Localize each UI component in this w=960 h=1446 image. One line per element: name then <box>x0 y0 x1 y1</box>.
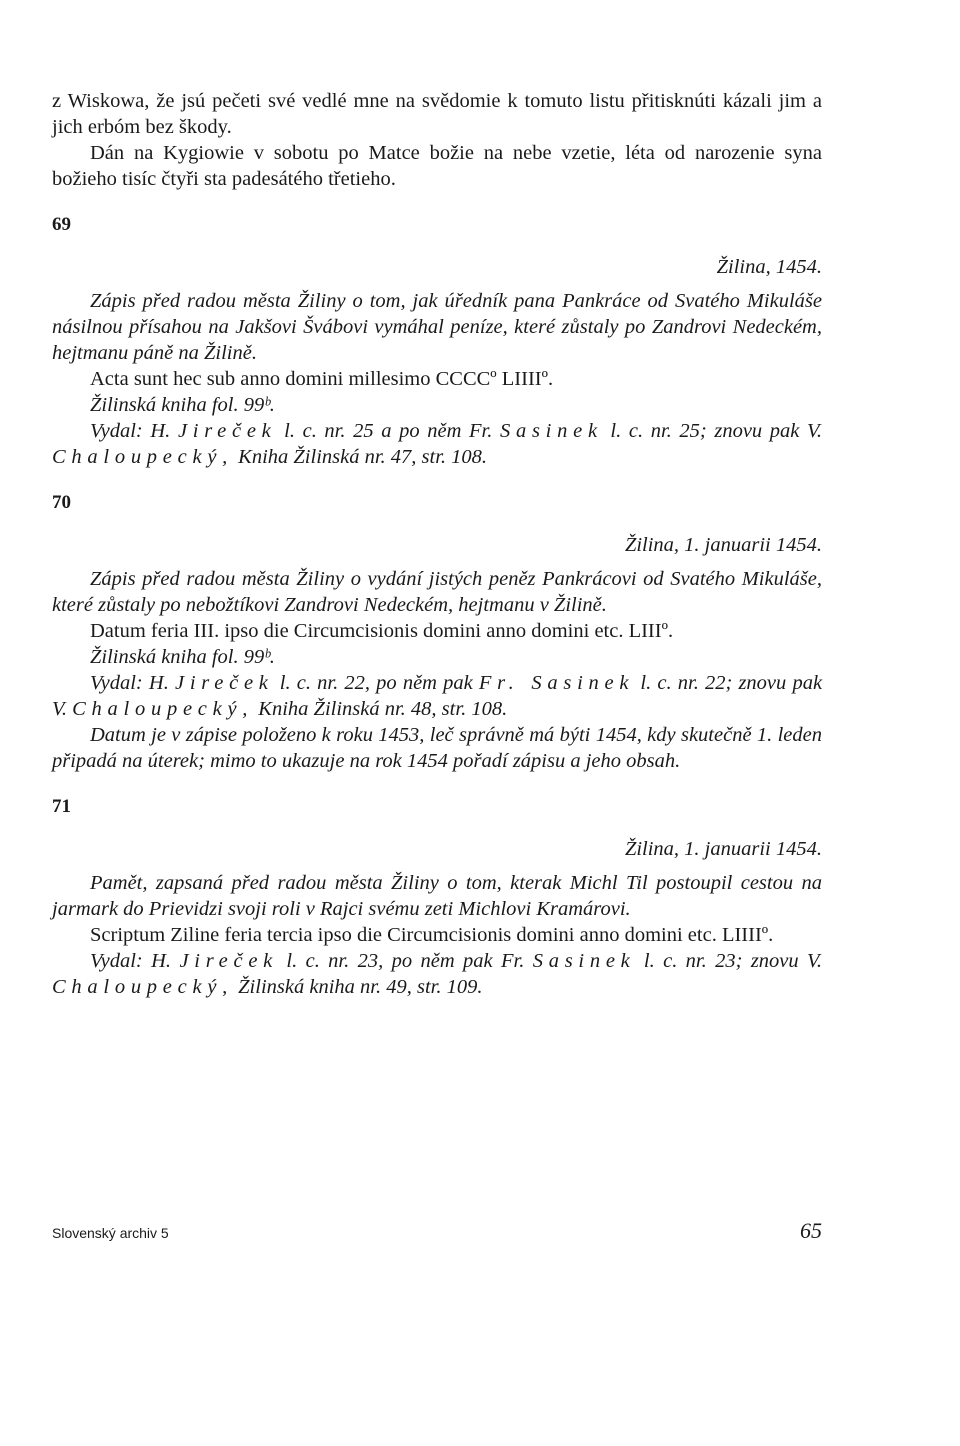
entry-summary: Zápis před radou města Žiliny o vydání jistých peněz Pankrácovi od Svatého Mikuláše, které zůstaly po nebožtíkovi Zandrovi Nedeckém, hejtmanu v Žilině. <box>52 568 822 616</box>
editor-name: Jireček <box>175 672 274 694</box>
entry-summary: Zápis před radou města Žiliny o tom, jak úředník pana Pankráce od Svatého Mikuláše násilnou přísahou na Jakšovi Švábovi vymáhal peníze, které zůstaly po Zandrovi Nedeckém, hejtmanu páně na Žilině. <box>52 290 822 364</box>
editor-name: Fr. Sasinek <box>478 672 635 694</box>
entry-71 <box>52 794 822 1000</box>
page-number: 65 <box>800 1218 822 1243</box>
entry-dating: Acta sunt hec sub anno domini millesimo CCCCº LIIIIº. <box>90 368 554 390</box>
editor-name: Chaloupecký, <box>52 446 234 468</box>
entry-place-date: Žilina, 1. januarii 1454. <box>624 838 822 860</box>
entry-dating: Scriptum Ziline feria tercia ipso die Circumcisionis domini anno domini etc. LIIIIº. <box>90 924 774 946</box>
editor-name: Sasinek <box>532 950 636 972</box>
entry-edition: Vydal: H. Jireček l. c. nr. 25 a po něm Fr. Sasinek l. c. nr. 25; znovu pak V. Chaloupecký, Kniha Žilinská nr. 47, str. 108. <box>52 420 823 468</box>
intro-dating: Dán na Kygiowie v sobotu po Matce božie na nebe vzetie, léta od narozenie syna božieho tisíc čtyři sta padesátého třetieho. <box>52 142 822 190</box>
entry-69 <box>52 212 822 470</box>
entry-place-date: Žilina, 1454. <box>716 256 822 278</box>
entry-source: Žilinská kniha fol. 99ᵇ. <box>90 646 275 668</box>
entry-summary: Pamět, zapsaná před radou města Žiliny o tom, kterak Michl Til postoupil cestou na jarmark do Prievidzi svoji roli v Rajci svému zeti Michlovi Kramárovi. <box>52 872 822 920</box>
editor-name: Jireček <box>177 420 277 442</box>
editor-name: Jireček <box>179 950 279 972</box>
entry-number: 71 <box>52 796 71 817</box>
page-body <box>52 88 822 1000</box>
entry-number: 70 <box>52 492 71 513</box>
entry-edition: Vydal: H. Jireček l. c. nr. 23, po něm pak Fr. Sasinek l. c. nr. 23; znovu V. Chaloupecký, Žilinská kniha nr. 49, str. 109. <box>52 950 823 998</box>
entry-place-date: Žilina, 1. januarii 1454. <box>624 534 822 556</box>
editor-name: Chaloupecký, <box>52 976 234 998</box>
editor-name: Sasinek <box>499 420 603 442</box>
intro-paragraph: z Wiskowa, že jsú pečeti své vedlé mne na svědomie k tomuto listu přitisknúti kázali jim a jich erbóm bez škody. <box>52 90 822 138</box>
entry-edition: Vydal: H. Jireček l. c. nr. 22, po něm pak Fr. Sasinek l. c. nr. 22; znovu pak V. Chaloupecký, Kniha Žilinská nr. 48, str. 108. <box>52 672 823 720</box>
entry-dating: Datum feria III. ipso die Circumcisionis domini anno domini etc. LIIIº. <box>90 620 674 642</box>
entry-number: 69 <box>52 214 71 235</box>
editor-name: Chaloupecký, <box>72 698 254 720</box>
entry-note: Datum je v zápise položeno k roku 1453, leč správně má býti 1454, kdy skutečně 1. leden připadá na úterek; mimo to ukazuje na rok 1454 pořadí zápisu a jeho obsah. <box>52 724 822 772</box>
footer-source: Slovenský archiv 5 <box>52 1225 169 1241</box>
entry-70 <box>52 490 822 774</box>
entry-source: Žilinská kniha fol. 99ᵇ. <box>90 394 275 416</box>
page-footer <box>52 1218 822 1244</box>
